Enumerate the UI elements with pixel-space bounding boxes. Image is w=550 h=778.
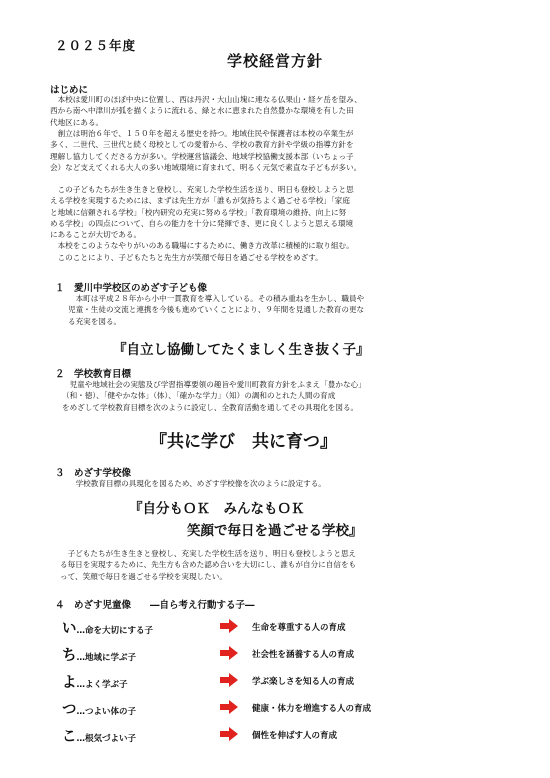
right-arrow-icon xyxy=(220,700,238,714)
right-arrow-icon xyxy=(220,673,238,687)
list-item xyxy=(62,617,502,644)
fiscal-year: ２０２５年度 xyxy=(55,38,137,53)
section-1-slogan: 『自立し協働してたくましく生き抜く子』 xyxy=(113,342,370,358)
right-arrow-icon xyxy=(220,619,238,633)
section-3-after-text: 子どもたちが生き生きと登校し、充実した学校生活を送り、明日も登校しようと思え る毎日を実現するために、先生方も含めた認め合いを大切にし、誰もが自分に自信をも って、笑顔で毎日を過ごせる学校を実現したい。 xyxy=(60,549,357,581)
list-item xyxy=(62,671,502,698)
section-3-body: 学校教育目標の具現化を図るため、めざす学校像を次のように設定する。 xyxy=(68,479,326,488)
list-item xyxy=(62,644,502,671)
intro-paragraph-2: 創立は明治６年で、１５０年を超える歴史を持つ。地域住民や保護者は本校の卒業生が 多く、二世代、三世代と続く母校としての愛着から、学校の教育方針や学級の指導方針を 理解し協力してくださる方が多い。学校運営協議会、地域学校協働支援本部（いちょっ子 会）など支えてくれる大人の多い地域環境に育まれて、明るく元気で素直な子どもが多い。 xyxy=(50,129,362,172)
intro-paragraph-3: この子どもたちが生き生きと登校し、充実した学校生活を送り、明日も登校しようと思 える学校を実現するためには、まずは先生方が「誰もが気持ちよく過ごせる学校」「家庭 と地域に信頼される学校」「校内研究の充実に努める学校」「教育環境の維持、向上に努 める学校」の四点について、自らの能力を十分に発揮でき、更に良くしようと思える環境 にあることが大切である。 本校をこのようなやりがいのある職場にするために、働き方改革に積極的に取り組む。 このことにより、子どもたちと先生方が笑顔で毎日を過ごせる学校をめざす。 xyxy=(50,185,354,262)
student-trait: い…命を大切にする子 xyxy=(62,621,154,637)
student-trait: つ…つよい体の子 xyxy=(62,702,137,718)
right-arrow-icon xyxy=(220,646,238,660)
education-goal: 個性を伸ばす人の育成 xyxy=(252,731,338,741)
intro-heading: はじめに xyxy=(50,85,89,96)
education-goal: 生命を尊重する人の育成 xyxy=(252,623,346,633)
section-4-heading: ４ めざす児童像 ―自ら考え行動する子― xyxy=(55,600,255,611)
right-arrow-icon xyxy=(220,727,238,741)
student-trait: よ…よく学ぶ子 xyxy=(62,675,128,691)
student-trait: こ…根気づよい子 xyxy=(62,729,137,745)
education-goal: 学ぶ楽しさを知る人の育成 xyxy=(252,677,355,687)
student-trait: ち…地域に学ぶ子 xyxy=(62,648,137,664)
list-item xyxy=(62,725,502,752)
section-1-heading: １ 愛川中学校区のめざす子ども像 xyxy=(55,283,208,294)
list-item xyxy=(62,698,502,725)
intro-paragraph-1: 本校は愛川町のほぼ中央に位置し、西は丹沢・大山山塊に連なる仏果山・経ケ岳を望み、 西から南へ中津川が弧を描くように流れる、緑と水に恵まれた自然豊かな環境を有した田 代地区にある。 xyxy=(50,95,362,127)
section-3-heading: ３ めざす学校像 xyxy=(55,468,132,479)
school-vision-slogan-line-1: 『自分もＯＫ みんなもＯＫ xyxy=(129,501,305,517)
section-2-heading: ２ 学校教育目標 xyxy=(55,369,132,380)
school-goal-slogan: 『共に学び 共に育つ』 xyxy=(150,432,337,452)
ideal-student-list xyxy=(62,617,502,752)
education-goal: 健康・体力を増進する人の育成 xyxy=(252,704,372,714)
section-1-body: 本町は平成２８年から小中一貫教育を導入している。その積み重ねを生かし、職員や 児童・生徒の交流と連携を今後も進めていくことにより、９年間を見通した教育の更な る充実を図る。 xyxy=(68,294,365,326)
page-title: 学校経営方針 xyxy=(226,52,323,70)
section-2-body: 児童や地域社会の実態及び学習指導要領の趣旨や愛川町教育方針をふまえ「豊かな心」 （和・徳）、「健やかな体」（体）、「確かな学力」（知）の調和のとれた人間の育成 をめざして学校教育目標を次のように設定し、全教育活動を通してその具現化を図る。 xyxy=(62,380,366,412)
school-vision-slogan-line-2: 笑顔で毎日を過ごせる学校』 xyxy=(187,523,363,539)
education-goal: 社会性を涵養する人の育成 xyxy=(252,650,355,660)
